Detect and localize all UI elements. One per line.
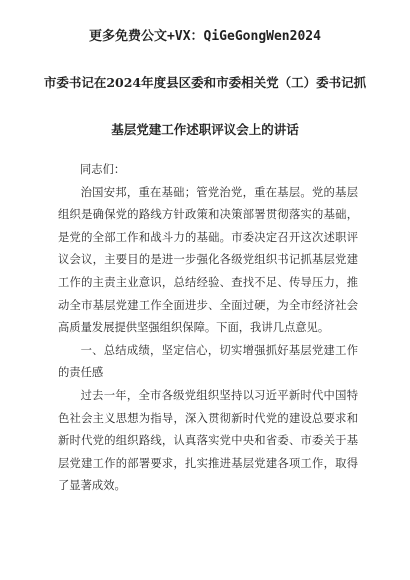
document-title-line-2: 基层党建工作述职评议会上的讲话 [111,122,299,137]
document-body [58,159,358,498]
section-heading-1: 一、总结成绩，坚定信心，切实增强抓好基层党建工作的责任感 [58,343,358,380]
paragraph-intro: 治国安邦，重在基础；管党治党，重在基层。党的基层组织是确保党的路线方针政策和决策部署贯彻落实的基础，是党的全部工作和战斗力的基础。市委决定召开这次述职评议会议，主要目的是进一步强化各级党组织书记抓基层党建工作的主责主业意识，总结经验、查找不足、传导压力，推动全市基层党建工作全面进步、全面过硬，为全市经济社会高质量发展提供坚强组织保障。下面，我讲几点意见。 [58,185,358,335]
promo-header: 更多免费公文+VX：QiGeGongWen2024 [89,29,321,44]
document-title-line-1: 市委书记在2024年度县区委和市委相关党（工）委书记抓 [43,75,367,90]
paragraph-section-1: 过去一年，全市各级党组织坚持以习近平新时代中国特色社会主义思想为指导，深入贯彻新时代党的建设总要求和新时代党的组织路线，认真落实党中央和省委、市委关于基层党建工作的部署要求，扎实推进基层党建各项工作，取得了显著成效。 [58,388,358,493]
salutation: 同志们： [80,163,126,176]
